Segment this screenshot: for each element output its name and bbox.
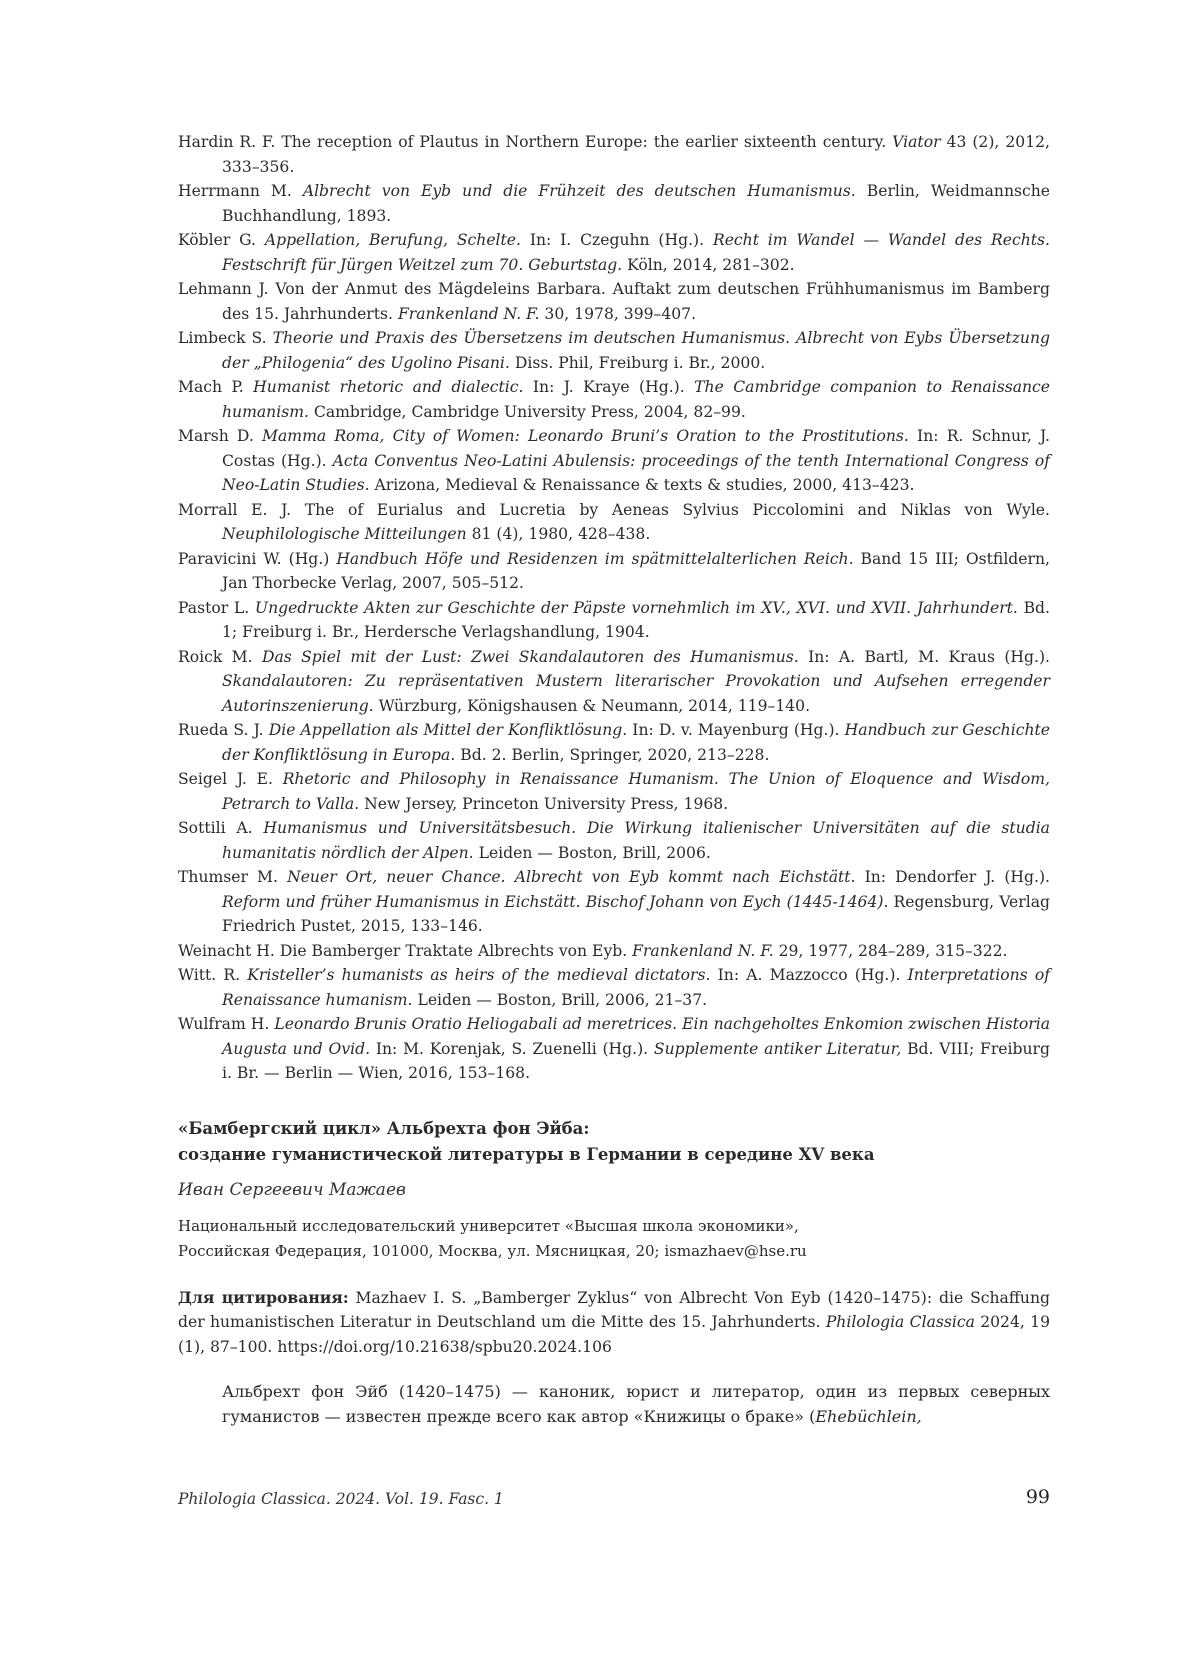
article-header: [178, 1116, 1050, 1430]
reference-item: Marsh D. Mamma Roma, City of Women: Leonardo Bruni’s Oration to the Prostitutions. In: R. Schnur, J. Costas (Hg.). Acta Conventus Neo-Latini Abulensis: proceedings of the tenth International Congress of Neo-Latin Studies. Arizona, Medieval & Renaissance & texts & studies, 2000, 413–423.: [178, 427, 1050, 494]
reference-item: Roick M. Das Spiel mit der Lust: Zwei Skandalautoren des Humanismus. In: A. Bartl, M. Kraus (Hg.). Skandalautoren: Zu repräsentativen Mustern literarischer Provokation und Aufsehen erregender Autorinszenierung. Würzburg, Königshausen & Neumann, 2014, 119–140.: [178, 647, 1050, 715]
citation-label: Для цитирования:: [178, 1287, 349, 1307]
reference-item: Hardin R. F. The reception of Plautus in Northern Europe: the earlier sixteenth century. Viator 43 (2), 2012, 333–356.: [178, 133, 1051, 176]
reference-item: Witt. R. Kristeller’s humanists as heirs of the medieval dictators. In: A. Mazzocco (Hg.). Interpretations of Renaissance humanism. Leiden — Boston, Brill, 2006, 21–37.: [178, 966, 1051, 1009]
reference-item: Herrmann M. Albrecht von Eyb und die Frühzeit des deutschen Humanismus. Berlin, Weidmannsche Buchhandlung, 1893.: [178, 182, 1050, 225]
author-affiliation: Национальный исследовательский университет «Высшая школа экономики», Российская Федерация, 101000, Москва, ул. Мясницкая, 20; ismazhaev@hse.ru: [178, 1216, 807, 1260]
reference-item: Morrall E. J. The of Eurialus and Lucretia by Aeneas Sylvius Piccolomini and Niklas von Wyle. Neuphilologische Mitteilungen 81 (4), 1980, 428–438.: [178, 500, 1050, 543]
reference-item: Mach P. Humanist rhetoric and dialectic. In: J. Kraye (Hg.). The Cambridge companion to Renaissance humanism. Cambridge, Cambridge University Press, 2004, 82–99.: [178, 378, 1050, 421]
reference-item: Seigel J. E. Rhetoric and Philosophy in Renaissance Humanism. The Union of Eloquence and Wisdom, Petrarch to Valla. New Jersey, Princeton University Press, 1968.: [178, 770, 1050, 813]
reference-item: Rueda S. J. Die Appellation als Mittel der Konfliktlösung. In: D. v. Mayenburg (Hg.). Handbuch zur Geschichte der Konfliktlösung in Europa. Bd. 2. Berlin, Springer, 2020, 213–228.: [178, 721, 1050, 764]
reference-item: Paravicini W. (Hg.) Handbuch Höfe und Residenzen im spätmittelalterlichen Reich. Band 15 III; Ostfildern, Jan Thorbecke Verlag, 2007, 505–512.: [178, 549, 1050, 592]
reference-item: Wulfram H. Leonardo Brunis Oratio Heliogabali ad meretrices. Ein nachgeholtes Enkomion zwischen Historia Augusta und Ovid. In: M. Korenjak, S. Zuenelli (Hg.). Supplemente antiker Literatur, Bd. VIII; Freiburg i. Br. — Berlin — Wien, 2016, 153–168.: [178, 1015, 1050, 1082]
journal-footer: Philologia Classica. 2024. Vol. 19. Fasc. 1: [178, 1490, 504, 1508]
reference-item: Sottili A. Humanismus und Universitätsbesuch. Die Wirkung italienischer Universitäten auf die studia humanitatis nördlich der Alpen. Leiden — Boston, Brill, 2006.: [178, 819, 1050, 862]
reference-item: Weinacht H. Die Bamberger Traktate Albrechts von Eyb. Frankenland N. F. 29, 1977, 284–289, 315–322.: [178, 941, 1008, 960]
reference-item: Köbler G. Appellation, Berufung, Schelte. In: I. Czeguhn (Hg.). Recht im Wandel — Wandel des Rechts. Festschrift für Jürgen Weitzel zum 70. Geburtstag. Köln, 2014, 281–302.: [178, 231, 1051, 274]
reference-list: [178, 130, 1050, 1086]
abstract-text: Альбрехт фон Эйб (1420–1475) — каноник, юрист и литератор, один из первых северных гуманистов — известен прежде всего как автор «Книжицы о браке» (Ehebüchlein,: [222, 1382, 1050, 1426]
article-author: Иван Сергеевич Мажаев: [178, 1179, 406, 1200]
reference-item: Pastor L. Ungedruckte Akten zur Geschichte der Päpste vornehmlich im XV., XVI. und XVII. Jahrhundert. Bd. 1; Freiburg i. Br., Herdersche Verlagshandlung, 1904.: [178, 598, 1050, 641]
citation-block: Для цитирования: Mazhaev I. S. „Bamberger Zyklus“ von Albrecht Von Eyb (1420–1475): die Schaffung der humanistischen Literatur in Deutschland um die Mitte des 15. Jahrhunderts. Philologia Classica 2024, 19 (1), 87–100. https://doi.org/10.21638/spbu20.2024.106: [178, 1287, 1050, 1356]
page-content: [178, 130, 1050, 1429]
page-number: 99: [1025, 1486, 1050, 1508]
reference-item: Thumser M. Neuer Ort, neuer Chance. Albrecht von Eyb kommt nach Eichstätt. In: Dendorfer J. (Hg.). Reform und früher Humanismus in Eichstätt. Bischof Johann von Eych (1445-1464). Regensburg, Verlag Friedrich Pustet, 2015, 133–146.: [178, 868, 1050, 935]
article-title: «Бамбергский цикл» Альбрехта фон Эйба: создание гуманистической литературы в Германии в середине XV века: [178, 1118, 875, 1164]
reference-item: Lehmann J. Von der Anmut des Mägdeleins Barbara. Auftakt zum deutschen Frühhumanismus im Bamberg des 15. Jahrhunderts. Frankenland N. F. 30, 1978, 399–407.: [178, 280, 1050, 323]
page-footer: [178, 1486, 1050, 1520]
reference-item: Limbeck S. Theorie und Praxis des Übersetzens im deutschen Humanismus. Albrecht von Eybs Übersetzung der „Philogenia“ des Ugolino Pisani. Diss. Phil, Freiburg i. Br., 2000.: [178, 329, 1050, 372]
